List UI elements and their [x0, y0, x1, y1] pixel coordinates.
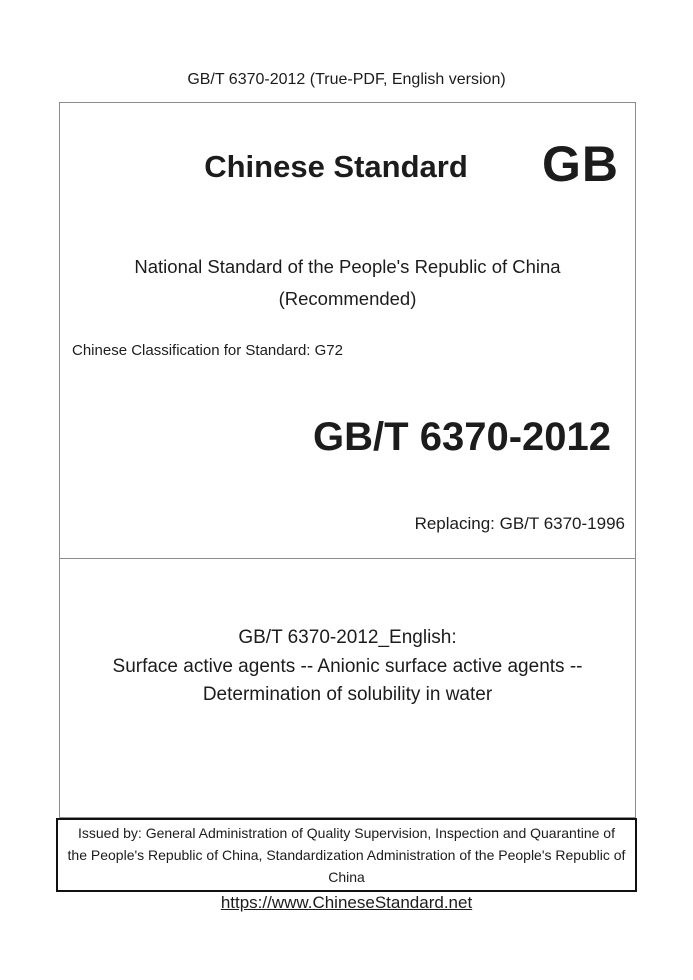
issued-by-box — [56, 818, 637, 892]
standard-number: GB/T 6370-2012 — [313, 415, 611, 459]
english-title-line: Surface active agents -- Anionic surface active agents -- — [112, 655, 583, 677]
issued-by-line: the People's Republic of China, Standardization Administration of the People's Republic of — [67, 847, 626, 863]
page-header-label: GB/T 6370-2012 (True-PDF, English version) — [187, 71, 506, 88]
brand-code-logo: GB — [542, 136, 619, 192]
brand-title: Chinese Standard — [204, 149, 468, 184]
replacing-label: Replacing: GB/T 6370-1996 — [414, 514, 625, 533]
classification-label: Chinese Classification for Standard: G72 — [72, 342, 343, 359]
english-title-line: GB/T 6370-2012_English: — [238, 627, 457, 648]
national-standard-line: National Standard of the People's Republic of China — [134, 256, 561, 277]
footer — [0, 892, 693, 913]
national-standard-block — [60, 251, 635, 314]
issued-by-line: China — [328, 869, 365, 885]
recommended-line: (Recommended) — [278, 287, 417, 309]
cover-box — [59, 102, 636, 818]
english-title-block — [60, 624, 635, 710]
website-link[interactable]: https://www.ChineseStandard.net — [220, 893, 473, 912]
section-divider — [60, 558, 635, 559]
issued-by-line: Issued by: General Administration of Quality Supervision, Inspection and Quarantine of — [78, 825, 615, 841]
english-title-line: Determination of solubility in water — [202, 684, 493, 705]
